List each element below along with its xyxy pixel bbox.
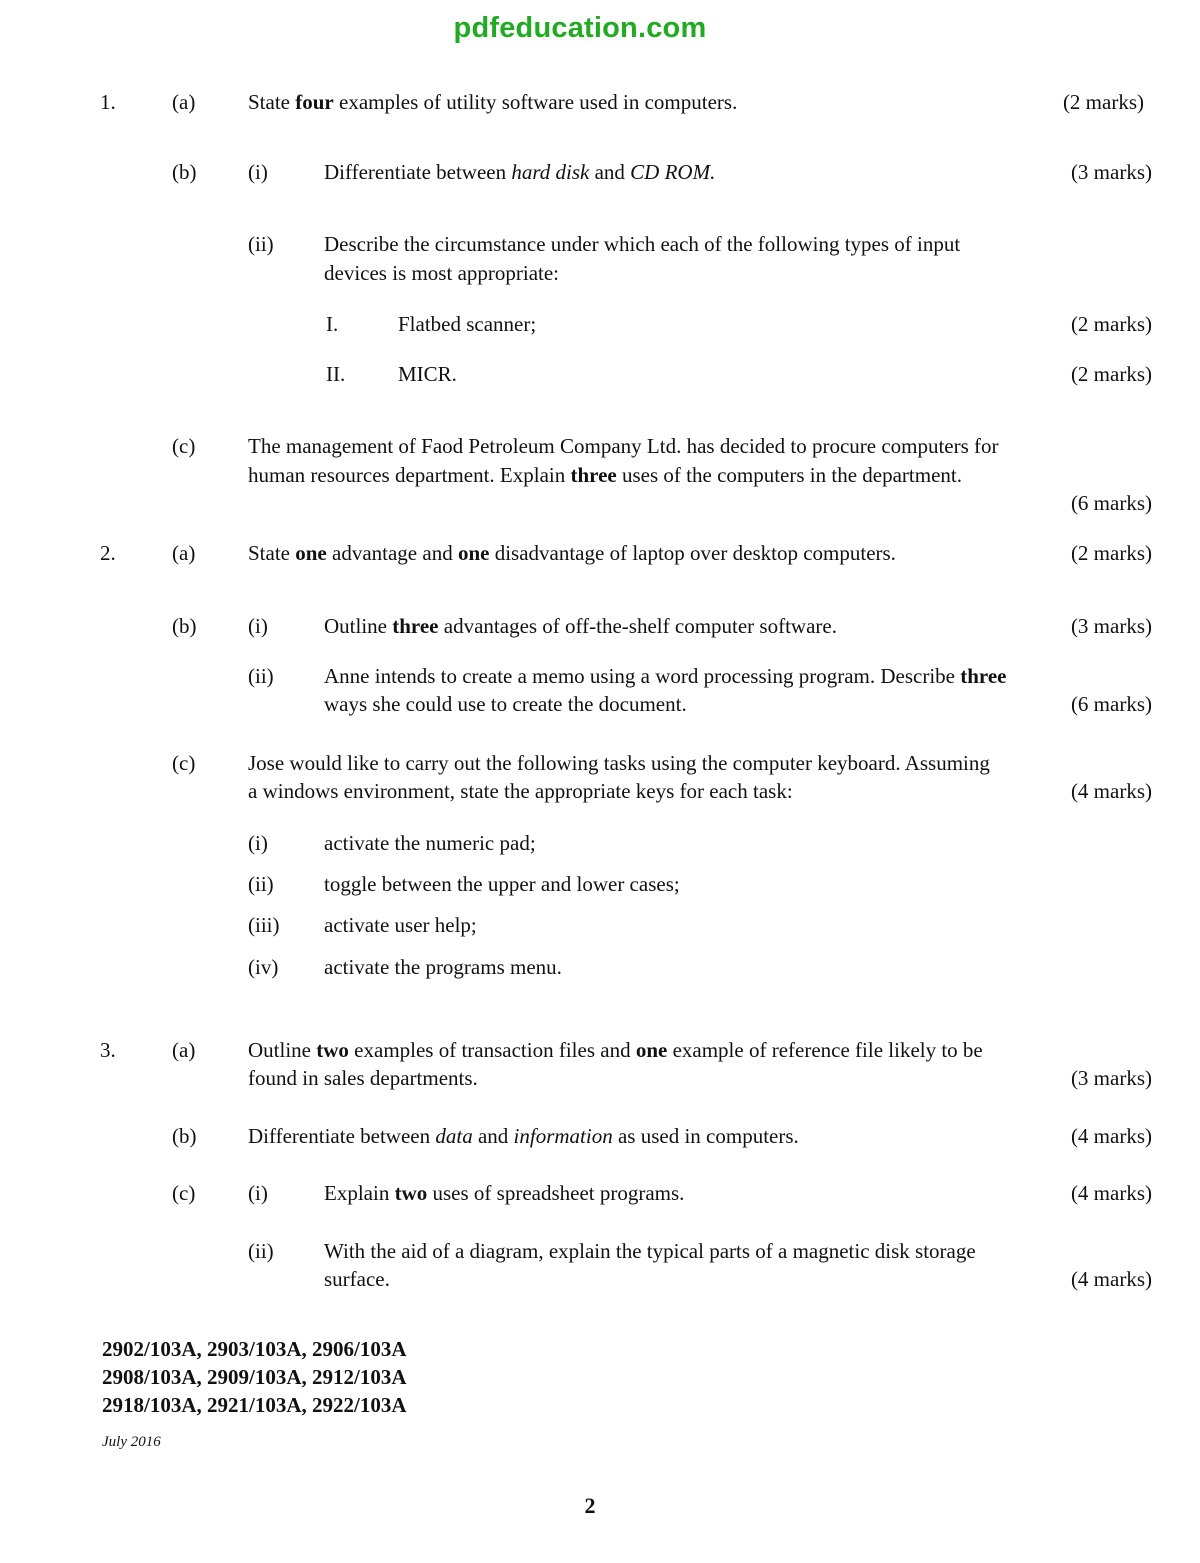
q2bii-line2: ways she could use to create the document. [324,692,687,716]
q1bii-line1: Describe the circumstance under which each of the following types of input [324,232,961,256]
paper-codes-line: 2908/103A, 2909/103A, 2912/103A [102,1365,407,1389]
q2a-text: State one advantage and one disadvantage of laptop over desktop computers. [248,541,896,565]
q1bii-I-label: I. [326,312,339,336]
q1bii-II-text: MICR. [398,362,457,386]
q3c-label: (c) [172,1181,196,1205]
q3ci-marks: (4 marks) [1070,1181,1152,1205]
q1bii-line2: devices is most appropriate: [324,261,560,285]
q1bii-II-marks: (2 marks) [1070,362,1152,386]
q2c-item-text: activate the programs menu. [324,955,562,979]
q2c-item-text: activate user help; [324,913,477,937]
q2c-item-text: toggle between the upper and lower cases; [324,872,680,896]
q1a-text: State four examples of utility software used in computers. [248,90,738,114]
q3b-text: Differentiate between data and information as used in computers. [248,1124,799,1148]
q3a-label: (a) [172,1038,196,1062]
q2b-label: (b) [172,614,197,638]
q2c-item-label: (i) [248,831,268,855]
q2a-label: (a) [172,541,196,565]
q3ci-label: (i) [248,1181,268,1205]
q1c-marks: (6 marks) [1070,491,1152,515]
q2bi-text: Outline three advantages of off-the-shelf computer software. [324,614,837,638]
q2c-item-text: activate the numeric pad; [324,831,536,855]
q3b-label: (b) [172,1124,197,1148]
q3cii-marks: (4 marks) [1070,1267,1152,1291]
q2c-label: (c) [172,751,196,775]
q3cii-label: (ii) [248,1239,274,1263]
q2-number: 2. [100,541,116,565]
q1b-label: (b) [172,160,197,184]
q2bii-marks: (6 marks) [1070,692,1152,716]
watermark: pdfeducation.com [453,12,707,44]
q3ci-text: Explain two uses of spreadsheet programs. [324,1181,685,1205]
q2bii-line1: Anne intends to create a memo using a word processing program. Describe three [324,664,1007,688]
q3-number: 3. [100,1038,116,1062]
q3a-marks: (3 marks) [1070,1066,1152,1090]
q1bii-II-label: II. [326,362,346,386]
q1-number: 1. [100,90,116,114]
exam-date: July 2016 [102,1434,161,1450]
q1bii-label: (ii) [248,232,274,256]
q2bi-label: (i) [248,614,268,638]
q2c-item-label: (ii) [248,872,274,896]
q1a-marks: (2 marks) [1062,90,1144,114]
q1a-label: (a) [172,90,196,114]
q3cii-line2: surface. [324,1267,390,1291]
q1bi-label: (i) [248,160,268,184]
q2c-line2: a windows environment, state the appropriate keys for each task: [248,779,793,803]
q1c-line2: human resources department. Explain three uses of the computers in the department. [248,463,962,487]
q3b-marks: (4 marks) [1070,1124,1152,1148]
q2c-item-label: (iii) [248,913,280,937]
q2bi-marks: (3 marks) [1070,614,1152,638]
paper-codes-line: 2918/103A, 2921/103A, 2922/103A [102,1393,407,1417]
q3cii-line1: With the aid of a diagram, explain the typical parts of a magnetic disk storage [324,1239,976,1263]
q1bi-text: Differentiate between hard disk and CD ROM. [324,160,716,184]
q1c-line1: The management of Faod Petroleum Company Ltd. has decided to procure computers for [248,434,999,458]
q3a-line2: found in sales departments. [248,1066,478,1090]
q2c-line1: Jose would like to carry out the following tasks using the computer keyboard. Assuming [248,751,990,775]
q1bii-I-text: Flatbed scanner; [398,312,537,336]
q3a-line1: Outline two examples of transaction files and one example of reference file likely to be [248,1038,983,1062]
paper-codes-line: 2902/103A, 2903/103A, 2906/103A [102,1337,407,1361]
q2c-item-label: (iv) [248,955,279,979]
q2a-marks: (2 marks) [1070,541,1152,565]
q1bi-marks: (3 marks) [1070,160,1152,184]
q1c-label: (c) [172,434,196,458]
q2bii-label: (ii) [248,664,274,688]
page-number: 2 [584,1493,596,1518]
q2c-marks: (4 marks) [1070,779,1152,803]
q1bii-I-marks: (2 marks) [1070,312,1152,336]
